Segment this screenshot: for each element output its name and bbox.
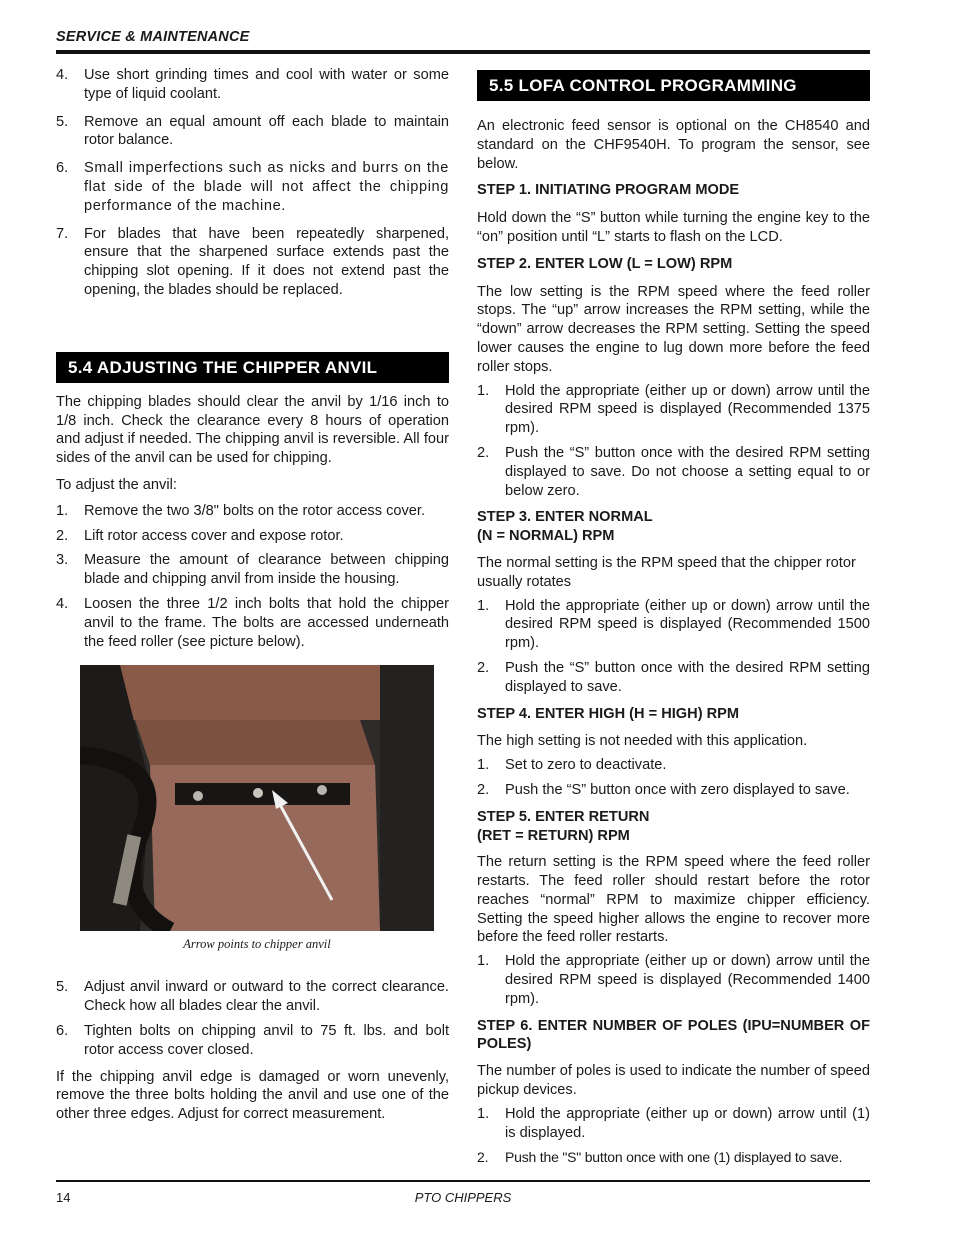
footer-title: PTO CHIPPERS — [414, 1190, 512, 1205]
step-1-heading: STEP 1. INITIATING PROGRAM MODE — [477, 182, 740, 199]
list-item: 5. Remove an equal amount off each blade to maintain rotor balance. — [56, 113, 449, 149]
adjust-steps-continued-list — [56, 978, 449, 1059]
footer-divider — [56, 1180, 870, 1182]
list-item: 6. Small imperfections such as nicks and burrs on the flat side of the blade will not affect the chipping performance of the machine. — [56, 160, 449, 214]
anvil-closing-paragraph: If the chipping anvil edge is damaged or worn unevenly, remove the three bolts holding the anvil and use one of the other three edges. Adjust for correct measurement. — [56, 1068, 449, 1123]
list-item: 5. Adjust anvil inward or outward to the correct clearance. Check how all blades clear the anvil. — [56, 979, 449, 1015]
step-3-heading-line-2: (N = NORMAL) RPM — [477, 528, 615, 545]
section-heading-5-5: 5.5 LOFA CONTROL PROGRAMMING — [477, 70, 870, 101]
step-6-heading: STEP 6. ENTER NUMBER OF POLES (IPU=NUMBER OF POLES) — [477, 1017, 870, 1053]
step-3-heading-line-1: STEP 3. ENTER NORMAL — [477, 509, 653, 526]
step-4-list — [477, 756, 870, 800]
blade-tips-list — [56, 66, 449, 300]
list-item: 1. Hold the appropriate (either up or down) arrow until the desired RPM speed is displayed (Recommended 1400 rpm). — [477, 953, 870, 1007]
list-item: 1. Hold the appropriate (either up or down) arrow until the desired RPM speed is displayed (Recommended 1500 rpm). — [477, 597, 870, 652]
list-item: 3. Measure the amount of clearance between chipping blade and chipping anvil from inside the housing. — [56, 552, 449, 588]
step-2-list — [477, 382, 870, 501]
step-5-heading-line-1: STEP 5. ENTER RETURN — [477, 808, 650, 825]
step-5-heading-line-2: (RET = RETURN) RPM — [477, 827, 630, 844]
list-item: 6. Tighten bolts on chipping anvil to 75 ft. lbs. and bolt rotor access cover closed. — [56, 1022, 449, 1058]
step-2-text: The low setting is the RPM speed where the feed roller stops. The “up” arrow increases the RPM setting, while the “down” arrow decreases the RPM setting. Setting the speed lower causes the engine to lug down more before the feed roller stops. — [477, 283, 870, 375]
list-item: 7. For blades that have been repeatedly sharpened, ensure that the sharpened surface extends past the chipping slot opening. If it does not extend past the opening, the blades should be replaced. — [56, 225, 449, 298]
list-item: 2. Push the “S” button once with zero displayed to save. — [477, 781, 850, 798]
step-5-text: The return setting is the RPM speed where the feed roller restarts. The feed roller should restart before the rotor reaches “normal” RPM to maximize chipper efficiency. Setting the speed higher allows the engine to recover more before the feed roller restarts. — [477, 854, 870, 946]
list-item: 2. Push the “S” button once with the desired RPM setting displayed to save. Do not choose a setting equal to or below zero. — [477, 444, 870, 499]
list-item: 1. Remove the two 3/8" bolts on the rotor access cover. — [56, 502, 426, 519]
step-2-heading: STEP 2. ENTER LOW (L = LOW) RPM — [477, 255, 733, 272]
lofa-intro-paragraph: An electronic feed sensor is optional on the CH8540 and standard on the CHF9540H. To program the sensor, see below. — [477, 118, 870, 172]
anvil-photo-illustration — [80, 665, 434, 931]
step-3-text: The normal setting is the RPM speed that the chipper rotor usually rotates — [477, 554, 856, 590]
left-column — [56, 66, 449, 1124]
list-item: 2. Push the “S” button once with the desired RPM setting displayed to save. — [477, 659, 870, 695]
chipper-anvil-photo — [80, 665, 434, 931]
step-4-text: The high setting is not needed with this application. — [477, 733, 808, 750]
list-item: 2. Lift rotor access cover and expose rotor. — [56, 527, 344, 544]
to-adjust-label: To adjust the anvil: — [56, 476, 177, 493]
step-6-list — [477, 1105, 870, 1167]
list-item: 1. Set to zero to deactivate. — [477, 757, 667, 774]
list-item: 1. Hold the appropriate (either up or down) arrow until (1) is displayed. — [477, 1105, 870, 1141]
right-column — [477, 70, 870, 1167]
page-header-title: SERVICE & MAINTENANCE — [56, 29, 250, 45]
list-item: 4. Loosen the three 1/2 inch bolts that hold the chipper anvil to the frame. The bolts are accessed underneath the feed roller (see picture below). — [56, 595, 449, 650]
step-3-list — [477, 597, 870, 697]
list-item: 4. Use short grinding times and cool with water or some type of liquid coolant. — [56, 67, 449, 102]
list-item: 1. Hold the appropriate (either up or down) arrow until the desired RPM speed is displayed (Recommended 1375 rpm). — [477, 382, 870, 437]
page-number: 14 — [56, 1190, 71, 1205]
section-heading-5-4: 5.4 ADJUSTING THE CHIPPER ANVIL — [56, 352, 449, 383]
anvil-intro-paragraph: The chipping blades should clear the anvil by 1/16 inch to 1/8 inch. Check the clearance every 8 hours of operation and adjust if needed. The chipping anvil is reversible. All four sides of the anvil can be used for chipping. — [56, 393, 449, 467]
step-6-text: The number of poles is used to indicate the number of speed pickup devices. — [477, 1063, 870, 1099]
step-1-text: Hold down the “S” button while turning the engine key to the “on” position until “L” starts to flash on the LCD. — [477, 210, 870, 245]
photo-caption: Arrow points to chipper anvil — [183, 937, 331, 952]
adjust-steps-list — [56, 502, 449, 652]
step-5-list — [477, 952, 870, 1008]
step-4-heading: STEP 4. ENTER HIGH (H = HIGH) RPM — [477, 705, 740, 722]
header-divider — [56, 50, 870, 54]
list-item: 2. Push the "S" button once with one (1) displayed to save. — [477, 1149, 843, 1166]
